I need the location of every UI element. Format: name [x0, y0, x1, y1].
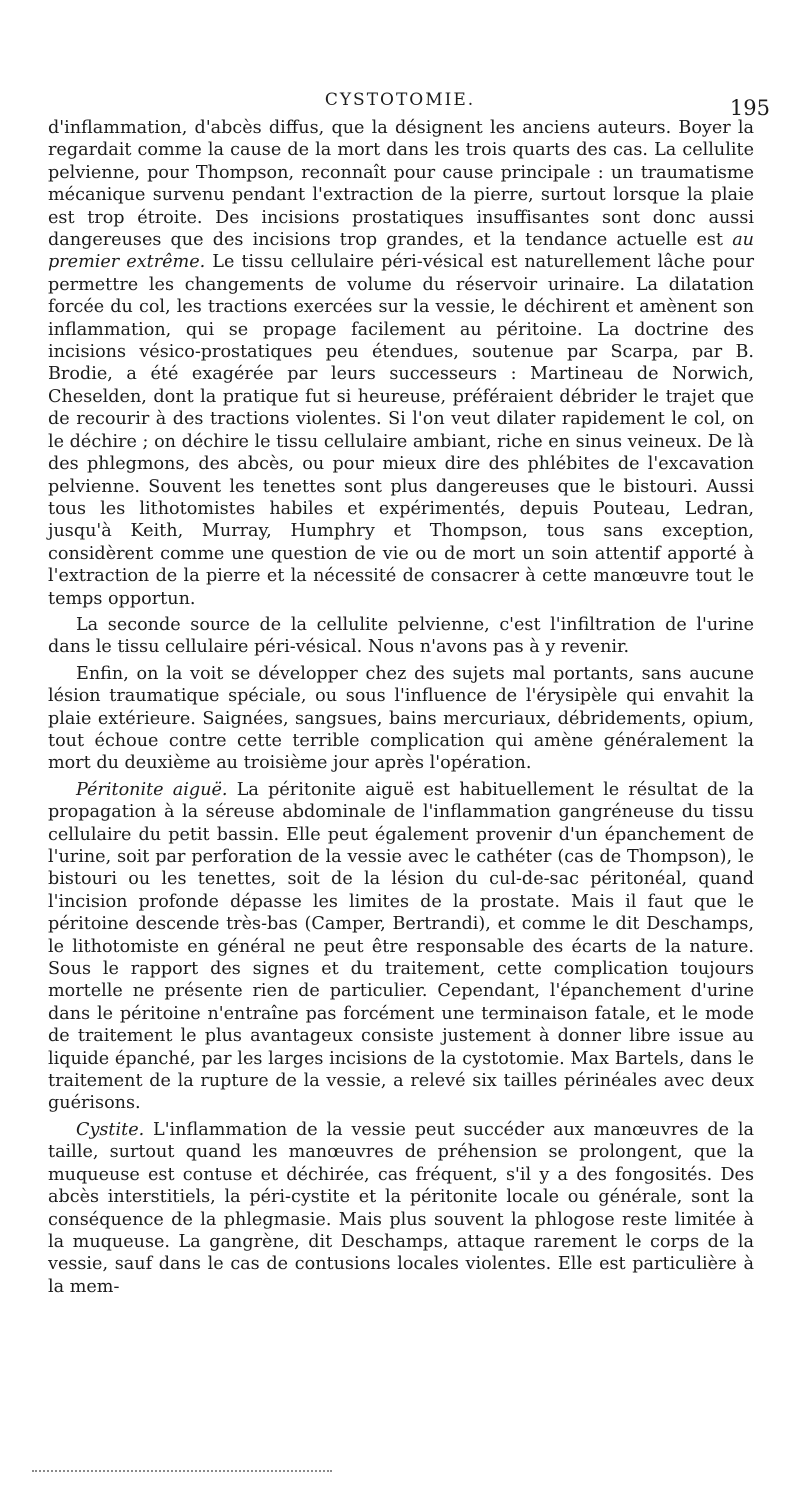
- footer-dotted-rule: [32, 1470, 332, 1472]
- paragraph-peritonite: [48, 779, 754, 1115]
- paragraph-urine-infiltration: La seconde source de la cellulite pelvienne, c'est l'infiltration de l'urine dans le tissu cellulaire péri-vésical. Nous n'avons pas à y revenir.: [48, 614, 754, 658]
- paragraph-text: La péritonite aiguë est habituellement le résultat de la propagation à la séreuse abdominale de l'inflammation gangréneuse du tissu cellulaire du petit bassin. Elle peut également provenir d'un épanchement de l'urine, soit par perforation de la vessie avec le cathéter (cas de Thompson), le bistouri ou les tenettes, soit de la lésion du cul-de-sac péritonéal, quand l'incision profonde dépasse les limites de la prostate. Mais il faut que le péritoine descende très-bas (Camper, Bertrandi), et comme le dit Deschamps, le lithotomiste en général ne peut être responsable des écarts de la nature. Sous le rapport des signes et du traitement, cette complication toujours mortelle ne présente rien de particulier. Cependant, l'épanchement d'urine dans le péritoine n'entraîne pas forcément une terminaison fatale, et le mode de traitement le plus avantageux consiste justement à donner libre issue au liquide épanché, par les larges incisions de la cystotomie. Max Bartels, dans le traitement de la rupture de la vessie, a relevé six tailles périnéales avec deux guérisons.: [48, 779, 755, 1114]
- paragraph-text: L'inflammation de la vessie peut succéder aux manœuvres de la taille, surtout quand les manœuvres de préhension se prolongent, que la muqueuse est contuse et déchirée, cas fréquent, s'il y a des fongosités. Des abcès interstitiels, la péri-cystite et la péritonite locale ou générale, sont la conséquence de la phlegmasie. Mais plus souvent la phlogose reste limitée à la muqueuse. La gangrène, dit Deschamps, attaque rarement le corps de la vessie, sauf dans le cas de contusions locales violentes. Elle est particulière à la mem-: [48, 1119, 754, 1297]
- body-text: [48, 117, 754, 1302]
- paragraph-cystite: [48, 1119, 754, 1298]
- running-title: CYSTOTOMIE.: [324, 90, 476, 110]
- paragraph-erysipelas: Enfin, on la voit se développer chez des sujets mal portants, sans aucune lésion traumatique spéciale, ou sous l'influence de l'érysipèle qui envahit la plaie extérieure. Saignées, sangsues, bains mercuriaux, débridements, opium, tout échoue contre cette terrible complication qui amène généralement la mort du deuxième au troisième jour après l'opération.: [48, 663, 754, 774]
- paragraph-cellulite-continued: [48, 117, 754, 610]
- paragraph-text: d'inflammation, d'abcès diffus, que la désignent les anciens auteurs. Boyer la regardait comme la cause de la mort dans les trois quarts des cas. La cellulite pelvienne, pour Thompson, reconnaît pour cause principale : un traumatisme mécanique survenu pendant l'extraction de la pierre, surtout lorsque la plaie est trop étroite. Des incisions prostatiques insuffisantes sont donc aussi dangereuses que des incisions trop grandes, et la tendance actuelle est: [48, 118, 754, 251]
- paragraph-text: Le tissu cellulaire péri-vésical est naturellement lâche pour permettre les changements de volume du réservoir urinaire. La dilatation forcée du col, les tractions exercées sur la vessie, le déchirent et amènent son inflammation, qui se propage facilement au péritoine. La doctrine des incisions vésico-prostatiques peu étendues, soutenue par Scarpa, par B. Brodie, a été exagérée par leurs successeurs : Martineau de Norwich, Cheselden, dont la pratique fut si heureuse, préféraient débrider le trajet que de recourir à des tractions violentes. Si l'on veut dilater rapidement le col, on le déchire ; on déchire le tissu cellulaire ambiant, riche en sinus veineux. De là des phlegmons, des abcès, ou pour mieux dire des phlébites de l'excavation pelvienne. Souvent les tenettes sont plus dangereuses que le bistouri. Aussi tous les lithotomistes habiles et expérimentés, depuis Pouteau, Ledran, jusqu'à Keith, Murray, Humphry et Thompson, tous sans exception, considèrent comme une question de vie ou de mort un soin attentif apporté à l'extraction de la pierre et la nécessité de consacrer à cette manœuvre tout le temps opportun.: [48, 252, 755, 609]
- section-heading: Péritonite aiguë.: [76, 779, 228, 800]
- section-heading: Cystite.: [76, 1119, 145, 1140]
- page-number: 195: [729, 96, 770, 120]
- emphasis-text: au premier extrême.: [48, 230, 755, 273]
